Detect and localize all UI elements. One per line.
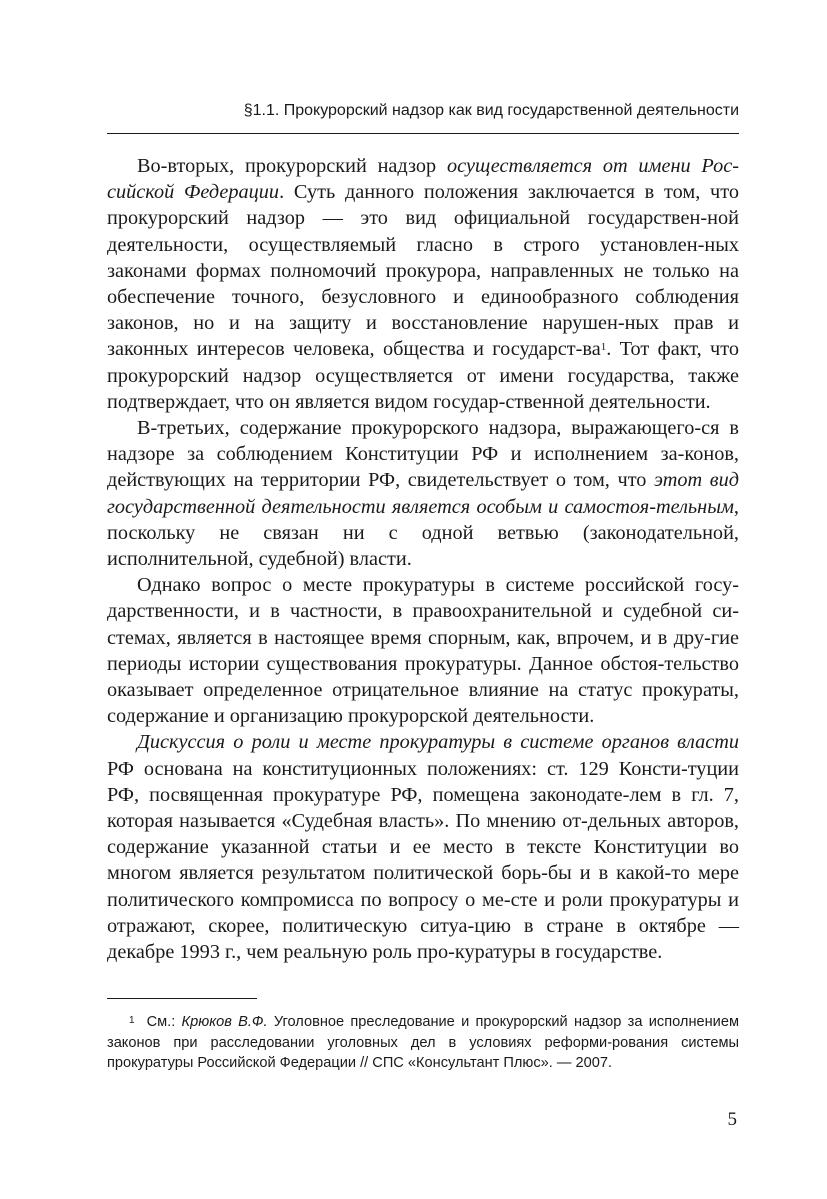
paragraph-3: Однако вопрос о месте прокуратуры в системе российской госу-дарственности, и в частности, в правоохранительной и судебной си-стемах, является в настоящее время спорным, как, впрочем, и в дру-гие периоды истории существования прокуратуры. Данное обстоя-тельство оказывает определенное отрицательное влияние на статус прокураты, содержание и организацию прокурорской деятельности. (107, 574, 739, 728)
footnote-lead: См.: (146, 1014, 182, 1030)
paragraph-2-text-b: , поскольку не связан ни с одной ветвью (законодательной, исполнительной, судебной) власти. (107, 495, 739, 571)
paragraph-4-text: РФ основана на конституционных положениях: ст. 129 Консти-туции РФ, посвященная прокуратуре РФ, помещена законодате-лем в гл. 7, которая называется «Судебная власть». По мнению от-дельных авторов, содержание указанной статьи и ее место в тексте Конституции во многом является результатом политической борь-бы и в какой-то мере политического компромисса по вопросу о ме-сте и роли прокуратуры и отражают, скорее, политическую ситуа-цию в стране в октябре — декабре 1993 г., чем реальную роль про-куратуры в государстве. (107, 757, 739, 964)
footnote-author: Крюков В.Ф. (181, 1014, 268, 1030)
paragraph-1-text-a: Во-вторых, прокурорский надзор (137, 155, 447, 177)
book-page (107, 0, 739, 1199)
footnote-reference[interactable]: 1 (600, 341, 607, 354)
paragraph-1 (107, 153, 739, 415)
paragraph-2-emphasis: этот вид государственной деятельности является особым и самостоя-тельным (107, 469, 739, 518)
footnote-divider (107, 998, 257, 999)
paragraph-4 (107, 729, 739, 965)
paragraph-1-text-c: . Тот факт, что прокурорский надзор осуществляется от имени государства, также подтверждает, что он является видом государ-ственной деятельности. (107, 338, 739, 413)
page-number: 5 (727, 1109, 737, 1130)
paragraph-1-text-b: . Суть данного положения заключается в том, что прокурорский надзор — это вид официальной государствен-ной деятельности, осуществляемый гласно в строго установлен-ных законами формах полномочий прокурора, направленных не только на обеспечение точного, безусловного и единообразного соблюдения законов, но и на защиту и восстановление нарушен-ных прав и законных интересов человека, общества и государст-ва (107, 181, 739, 361)
footnote-number: 1 (129, 1015, 135, 1026)
footnote-text: Уголовное преследование и прокурорский надзор за исполнением законов при расследовании уголовных дел в условиях реформи-рования системы прокуратуры Российской Федерации // СПС «Консультант Плюс». — 2007. (107, 1014, 739, 1071)
running-header: §1.1. Прокурорский надзор как вид государственной деятельности (243, 102, 739, 119)
footnote (107, 1012, 739, 1074)
paragraph-4-emphasis: Дискуссия о роли и месте прокуратуры в системе органов власти (137, 731, 739, 754)
header-divider (107, 133, 739, 134)
paragraph-2-text-a: В-третьих, содержание прокурорского надзора, выражающего-ся в надзоре за соблюдением Конституции РФ и исполнением за-конов, действующих на территории РФ, свидетельствует о том, что (107, 417, 739, 492)
main-text (107, 153, 739, 965)
paragraph-2 (107, 415, 739, 572)
paragraph-1-emphasis: осуществляется от имени Рос-сийской Федерации (107, 155, 739, 204)
footnote-paragraph (107, 1012, 739, 1074)
